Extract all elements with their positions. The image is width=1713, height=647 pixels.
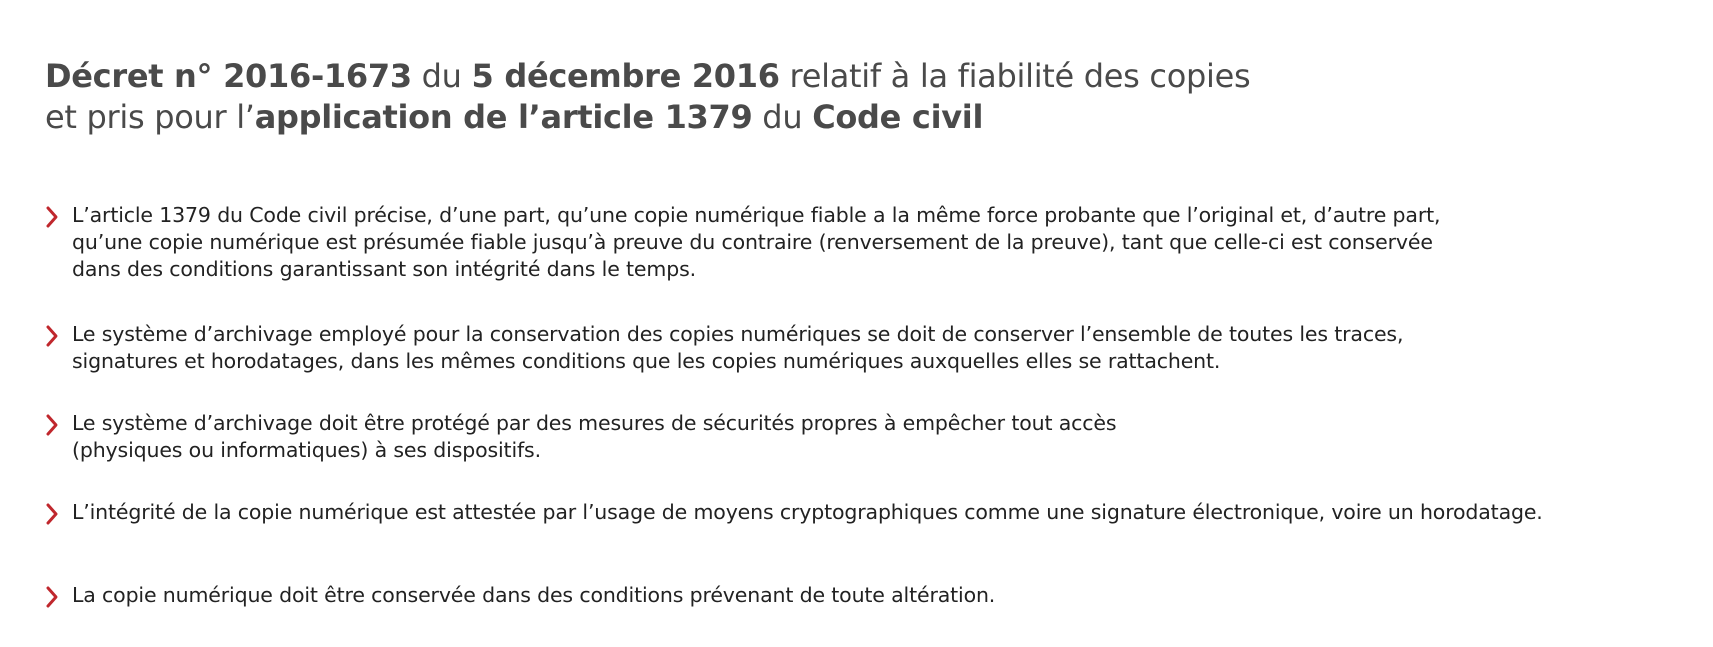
title-line-2: et pris pour l’application de l’article 1379 du Code civil <box>45 98 984 136</box>
bullet-text: La copie numérique doit être conservée dans des conditions prévenant de toute altération. <box>72 583 996 607</box>
bullet-text: Le système d’archivage doit être protégé par des mesures de sécurités propres à empêcher tout accès (physiques ou informatiques) à ses dispositifs. <box>72 411 1117 462</box>
bullet-item-2 <box>45 321 1403 375</box>
article-reference: application de l’article 1379 <box>254 98 753 136</box>
page-title <box>45 56 1250 138</box>
chevron-right-icon <box>45 584 59 610</box>
bullet-item-3 <box>45 410 1116 464</box>
chevron-right-icon <box>45 323 59 349</box>
bullet-text: L’article 1379 du Code civil précise, d’une part, qu’une copie numérique fiable a la même force probante que l’original et, d’autre part, qu’une copie numérique est présumée fiable jusqu’à preuve du contraire (renversement de la preuve), tant que celle-ci est conservée dans des conditions garantissant son intégrité dans le temps. <box>72 203 1441 281</box>
decree-number: Décret n° 2016-1673 <box>45 57 412 95</box>
title-line-1: Décret n° 2016-1673 du 5 décembre 2016 relatif à la fiabilité des copies <box>45 57 1251 95</box>
bullet-item-5 <box>45 582 995 610</box>
chevron-right-icon <box>45 501 59 527</box>
chevron-right-icon <box>45 412 59 438</box>
bullet-text: Le système d’archivage employé pour la conservation des copies numériques se doit de conserver l’ensemble de toutes les traces, signatures et horodatages, dans les mêmes conditions que les copies numériques auxquelles elles se rattachent. <box>72 322 1404 373</box>
decree-date: 5 décembre 2016 <box>471 57 780 95</box>
bullet-item-4 <box>45 499 1543 527</box>
bullet-text: L’intégrité de la copie numérique est attestée par l’usage de moyens cryptographiques comme une signature électronique, voire un horodatage. <box>72 500 1543 524</box>
bullet-item-1 <box>45 202 1440 283</box>
chevron-right-icon <box>45 204 59 230</box>
code-civil: Code civil <box>812 98 984 136</box>
